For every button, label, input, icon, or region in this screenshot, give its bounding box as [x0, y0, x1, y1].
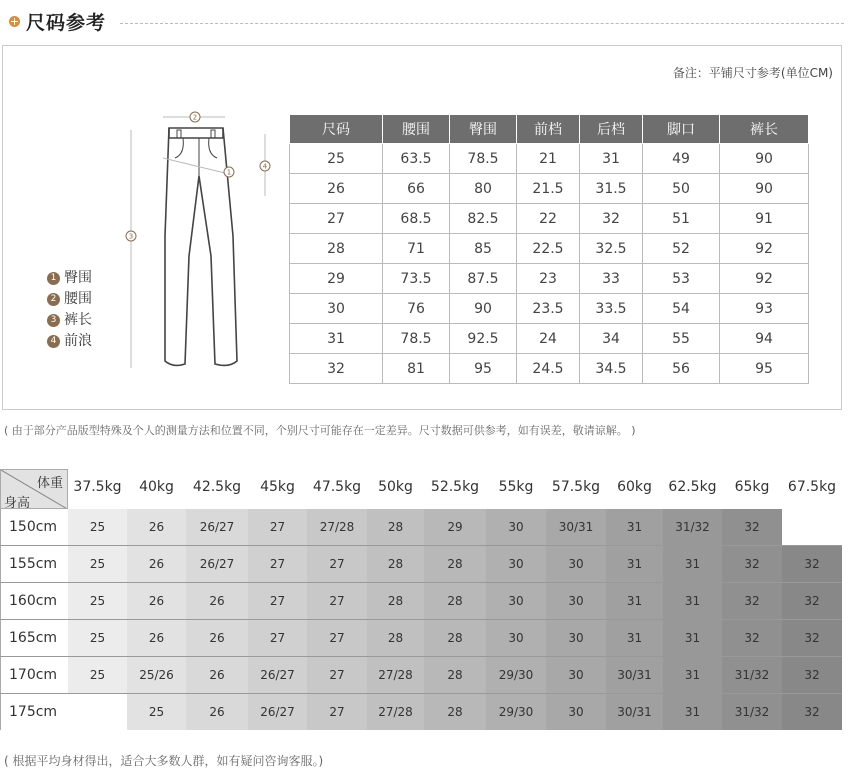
table-row [0, 657, 842, 693]
size-cell: 31/32 [663, 509, 722, 545]
header-divider [120, 23, 844, 24]
table-cell: 23.5 [517, 294, 580, 324]
weight-column-label: 60kg [617, 479, 652, 495]
size-table-header: 前档 [517, 115, 580, 144]
size-cell: 26 [186, 583, 248, 619]
size-cell: 27 [248, 620, 307, 656]
size-table-header: 腰围 [383, 115, 450, 144]
size-cell: 30 [546, 657, 606, 693]
marker-label: 2 [192, 113, 198, 122]
size-cell: 27/28 [307, 509, 367, 545]
size-cell: 31 [663, 694, 722, 730]
size-table-header: 尺码 [290, 115, 383, 144]
size-cell: 26 [186, 620, 248, 656]
size-reference-panel [2, 45, 842, 410]
table-row [290, 354, 809, 384]
size-cell: 32 [722, 620, 782, 656]
table-cell: 34 [580, 324, 643, 354]
number-badge-icon: 2 [47, 293, 60, 306]
measurement-disclaimer: ( 由于部分产品版型特殊及个人的测量方法和位置不同，个别尺寸可能存在一定差异。尺寸数据可供参考，如有误差，敬请谅解。 ) [4, 424, 636, 437]
table-row [0, 509, 842, 545]
fit-disclaimer: ( 根据平均身材得出，适合大多数人群，如有疑问咨询客服。) [4, 754, 324, 768]
height-row-label: 150cm [0, 509, 68, 545]
table-cell: 63.5 [383, 144, 450, 174]
table-cell: 80 [450, 174, 517, 204]
size-cell: 26 [127, 583, 186, 619]
size-cell: 26/27 [248, 694, 307, 730]
size-cell: 27/28 [367, 694, 424, 730]
table-cell: 31 [290, 324, 383, 354]
size-cell: 28 [367, 509, 424, 545]
size-cell: 32 [782, 694, 842, 730]
table-row [290, 294, 809, 324]
size-cell: 27 [307, 620, 367, 656]
size-cell: 26/27 [186, 546, 248, 582]
table-row [0, 694, 842, 730]
table-row [290, 204, 809, 234]
size-cell: 26 [186, 694, 248, 730]
height-row-label: 170cm [0, 657, 68, 693]
table-cell: 81 [383, 354, 450, 384]
weight-column-label: 37.5kg [73, 479, 122, 495]
size-cell: 25 [68, 657, 127, 693]
size-cell: 26 [127, 509, 186, 545]
weight-column-label: 45kg [260, 479, 295, 495]
weight-column-label: 40kg [139, 479, 174, 495]
size-cell: 26/27 [248, 657, 307, 693]
size-cell: 31 [606, 546, 663, 582]
size-table-header: 臀围 [450, 115, 517, 144]
size-cell: 30 [486, 620, 546, 656]
table-cell: 28 [290, 234, 383, 264]
table-cell: 30 [290, 294, 383, 324]
size-cell: 31 [606, 620, 663, 656]
size-cell: 31 [606, 509, 663, 545]
grid-corner-cell [0, 469, 68, 509]
legend-item [47, 331, 92, 352]
size-cell: 28 [424, 583, 486, 619]
weight-column-label: 62.5kg [668, 479, 717, 495]
legend-label: 臀围 [64, 270, 92, 286]
size-cell: 30 [546, 694, 606, 730]
size-cell: 27 [307, 694, 367, 730]
table-cell: 31 [580, 144, 643, 174]
size-cell: 26 [186, 657, 248, 693]
table-cell: 95 [720, 354, 809, 384]
marker-label: 3 [128, 232, 134, 241]
weight-axis-label: 体重 [36, 476, 63, 491]
table-cell: 76 [383, 294, 450, 324]
table-cell: 90 [720, 174, 809, 204]
table-cell: 49 [643, 144, 720, 174]
size-cell: 25 [68, 509, 127, 545]
size-cell: 30/31 [606, 694, 663, 730]
size-cell: 28 [367, 583, 424, 619]
table-cell: 73.5 [383, 264, 450, 294]
measurement-legend [47, 268, 92, 352]
weight-column-label: 67.5kg [787, 479, 837, 495]
size-cell: 30/31 [606, 657, 663, 693]
table-cell: 56 [643, 354, 720, 384]
marker-label: 1 [226, 168, 232, 177]
table-cell: 78.5 [450, 144, 517, 174]
table-row [290, 174, 809, 204]
size-cell: 32 [722, 583, 782, 619]
table-cell: 32 [290, 354, 383, 384]
size-cell: 30 [486, 509, 546, 545]
table-cell: 91 [720, 204, 809, 234]
size-cell: 25 [68, 620, 127, 656]
table-cell: 21 [517, 144, 580, 174]
table-cell: 90 [450, 294, 517, 324]
size-cell: 25/26 [127, 657, 186, 693]
table-cell: 55 [643, 324, 720, 354]
size-cell: 28 [424, 657, 486, 693]
size-cell [68, 694, 127, 730]
table-cell: 25 [290, 144, 383, 174]
section-header [0, 0, 848, 44]
table-cell: 31.5 [580, 174, 643, 204]
pants-diagram [113, 106, 293, 396]
table-cell: 66 [383, 174, 450, 204]
size-cell: 30 [486, 546, 546, 582]
height-row-label: 160cm [0, 583, 68, 619]
number-badge-icon: 4 [47, 335, 60, 348]
size-cell: 28 [424, 620, 486, 656]
size-cell: 31/32 [722, 694, 782, 730]
size-cell: 27/28 [367, 657, 424, 693]
legend-item [47, 310, 92, 331]
table-cell: 50 [643, 174, 720, 204]
table-row [290, 264, 809, 294]
size-cell: 32 [722, 546, 782, 582]
table-cell: 32 [580, 204, 643, 234]
size-cell: 31 [663, 620, 722, 656]
table-cell: 21.5 [517, 174, 580, 204]
weight-column-label: 65kg [734, 479, 770, 495]
table-cell: 33.5 [580, 294, 643, 324]
table-cell: 26 [290, 174, 383, 204]
table-cell: 53 [643, 264, 720, 294]
height-row-label: 155cm [0, 546, 68, 582]
table-cell: 24.5 [517, 354, 580, 384]
table-row [290, 324, 809, 354]
table-cell: 78.5 [383, 324, 450, 354]
legend-item [47, 289, 92, 310]
size-cell: 29/30 [486, 694, 546, 730]
table-cell: 24 [517, 324, 580, 354]
unit-note: 备注：平铺尺寸参考(单位CM) [672, 66, 833, 80]
size-table-header: 裤长 [720, 115, 809, 144]
size-cell: 31/32 [722, 657, 782, 693]
legend-item [47, 268, 92, 289]
table-cell: 92 [720, 234, 809, 264]
size-cell: 27 [307, 657, 367, 693]
size-cell: 27 [248, 546, 307, 582]
size-cell: 28 [424, 546, 486, 582]
table-cell: 52 [643, 234, 720, 264]
size-cell: 27 [248, 583, 307, 619]
table-row [290, 234, 809, 264]
size-cell: 32 [782, 583, 842, 619]
weight-column-label: 57.5kg [551, 479, 601, 495]
height-axis-label: 身高 [4, 496, 31, 509]
table-cell: 82.5 [450, 204, 517, 234]
weight-header-row [0, 469, 842, 509]
size-cell: 28 [424, 694, 486, 730]
size-cell: 31 [663, 546, 722, 582]
size-cell: 30/31 [546, 509, 606, 545]
table-cell: 34.5 [580, 354, 643, 384]
size-cell: 28 [367, 620, 424, 656]
table-cell: 27 [290, 204, 383, 234]
number-badge-icon: 3 [47, 314, 60, 327]
height-row-label: 165cm [0, 620, 68, 656]
size-cell: 26/27 [186, 509, 248, 545]
legend-label: 腰围 [64, 291, 92, 307]
size-cell: 32 [782, 620, 842, 656]
plus-bullet-icon [9, 16, 20, 27]
size-cell [782, 509, 842, 545]
table-cell: 92 [720, 264, 809, 294]
table-cell: 68.5 [383, 204, 450, 234]
size-cell: 30 [546, 583, 606, 619]
table-cell: 32.5 [580, 234, 643, 264]
size-cell: 28 [367, 546, 424, 582]
table-row [0, 620, 842, 656]
table-cell: 51 [643, 204, 720, 234]
table-cell: 94 [720, 324, 809, 354]
table-cell: 71 [383, 234, 450, 264]
size-cell: 30 [546, 620, 606, 656]
weight-column-label: 50kg [378, 479, 413, 495]
weight-column-label: 55kg [498, 479, 534, 495]
table-cell: 22.5 [517, 234, 580, 264]
size-cell: 27 [307, 583, 367, 619]
size-cell: 25 [68, 546, 127, 582]
number-badge-icon: 1 [47, 272, 60, 285]
weight-column-label: 52.5kg [430, 479, 480, 495]
table-cell: 22 [517, 204, 580, 234]
table-cell: 23 [517, 264, 580, 294]
table-cell: 54 [643, 294, 720, 324]
table-row [0, 546, 842, 582]
size-cell: 31 [663, 657, 722, 693]
size-cell: 29/30 [486, 657, 546, 693]
section-title: 尺码参考 [26, 12, 107, 34]
size-cell: 26 [127, 546, 186, 582]
legend-label: 裤长 [64, 312, 92, 328]
size-cell: 25 [68, 583, 127, 619]
marker-label: 4 [262, 162, 268, 171]
legend-label: 前浪 [64, 333, 92, 349]
size-table-header: 后档 [580, 115, 643, 144]
size-measurement-table [289, 114, 809, 384]
size-cell: 27 [307, 546, 367, 582]
size-cell: 25 [127, 694, 186, 730]
size-cell: 31 [606, 583, 663, 619]
weight-column-label: 47.5kg [312, 479, 362, 495]
size-cell: 30 [546, 546, 606, 582]
size-cell: 32 [782, 546, 842, 582]
table-cell: 33 [580, 264, 643, 294]
table-row [290, 144, 809, 174]
height-row-label: 175cm [0, 694, 68, 730]
table-cell: 93 [720, 294, 809, 324]
table-cell: 29 [290, 264, 383, 294]
size-cell: 31 [663, 583, 722, 619]
table-row [0, 583, 842, 619]
size-table-header: 脚口 [643, 115, 720, 144]
size-cell: 29 [424, 509, 486, 545]
weight-column-label: 42.5kg [192, 479, 242, 495]
table-cell: 92.5 [450, 324, 517, 354]
size-cell: 27 [248, 509, 307, 545]
size-cell: 32 [722, 509, 782, 545]
table-cell: 87.5 [450, 264, 517, 294]
table-cell: 95 [450, 354, 517, 384]
size-cell: 26 [127, 620, 186, 656]
table-cell: 85 [450, 234, 517, 264]
size-cell: 30 [486, 583, 546, 619]
table-cell: 90 [720, 144, 809, 174]
size-cell: 32 [782, 657, 842, 693]
